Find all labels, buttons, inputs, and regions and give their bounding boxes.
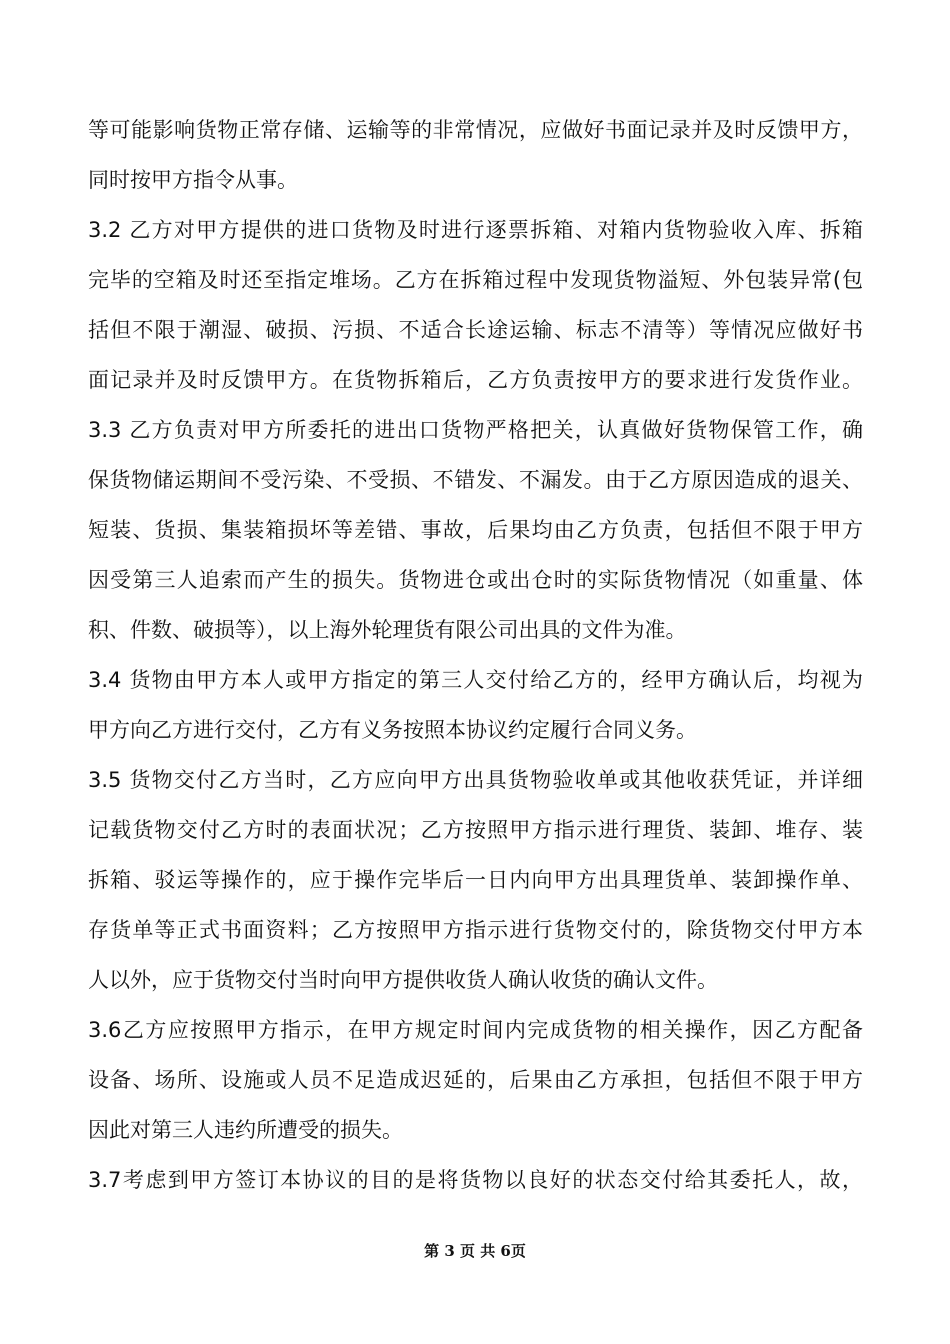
text-line: 同时按甲方指令从事。 [88,168,298,192]
text-line: 存货单等正式书面资料；乙方按照甲方指示进行货物交付的，除货物交付甲方本 [88,918,863,942]
text-line: 保货物储运期间不受污染、不受损、不错发、不漏发。由于乙方原因造成的退关、 [88,468,863,492]
text-line: 括但不限于潮湿、破损、污损、不适合长途运输、标志不清等）等情况应做好书 [88,318,863,342]
text-line: 3.3 乙方负责对甲方所委托的进出口货物严格把关，认真做好货物保管工作，确 [88,418,863,442]
text-line: 3.2 乙方对甲方提供的进口货物及时进行逐票拆箱、对箱内货物验收入库、拆箱 [88,218,863,242]
text-line: 3.4 货物由甲方本人或甲方指定的第三人交付给乙方的，经甲方确认后，均视为 [88,668,863,692]
text-line: 积、件数、破损等），以上海外轮理货有限公司出具的文件为准。 [88,618,687,642]
text-line: 人以外，应于货物交付当时向甲方提供收货人确认收货的确认文件。 [88,968,718,992]
text-line: 记载货物交付乙方时的表面状况；乙方按照甲方指示进行理货、装卸、堆存、装 [88,818,863,842]
text-line: 因受第三人追索而产生的损失。货物进仓或出仓时的实际货物情况（如重量、体 [88,568,863,592]
text-line: 设备、场所、设施或人员不足造成迟延的，后果由乙方承担，包括但不限于甲方 [88,1068,863,1092]
text-line: 完毕的空箱及时还至指定堆场。乙方在拆箱过程中发现货物溢短、外包装异常(包 [88,268,863,292]
text-line: 面记录并及时反馈甲方。在货物拆箱后，乙方负责按甲方的要求进行发货作业。 [88,368,863,392]
text-line: 因此对第三人违约所遭受的损失。 [88,1118,403,1142]
text-line: 3.7考虑到甲方签订本协议的目的是将货物以良好的状态交付给其委托人，故， [88,1168,863,1192]
text-line: 甲方向乙方进行交付，乙方有义务按照本协议约定履行合同义务。 [88,718,697,742]
text-line: 拆箱、驳运等操作的，应于操作完毕后一日内向甲方出具理货单、装卸操作单、 [88,868,863,892]
page-number-footer: 第 3 页 共 6页 [424,1242,526,1260]
text-line: 3.5 货物交付乙方当时，乙方应向甲方出具货物验收单或其他收获凭证，并详细 [88,768,863,792]
text-line: 3.6乙方应按照甲方指示，在甲方规定时间内完成货物的相关操作，因乙方配备 [88,1018,863,1042]
text-line: 短装、货损、集装箱损坏等差错、事故，后果均由乙方负责，包括但不限于甲方 [88,518,863,542]
text-line: 等可能影响货物正常存储、运输等的非常情况，应做好书面记录并及时反馈甲方， [88,118,863,142]
